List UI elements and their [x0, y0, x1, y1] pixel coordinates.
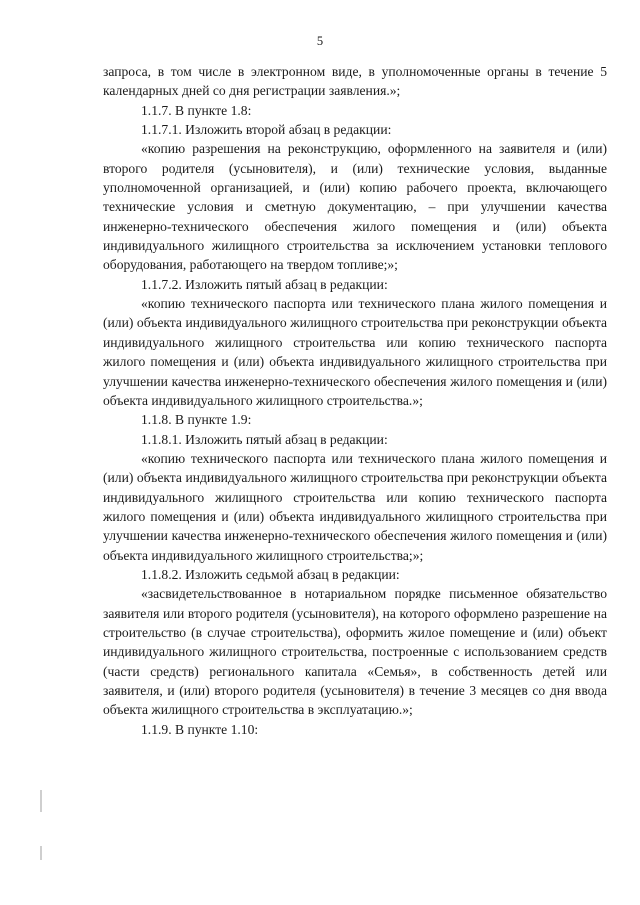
scan-edge-mark: [40, 846, 42, 860]
item-1-1-8-2-text: «засвидетельствованное в нотариальном порядке письменное обязательство заявителя или второго родителя (усыновителя), на которого оформлено разрешение на строительство (в случае строительства), оформить жилое помещение и (или) объект индивидуального жилищного строительства, построенные с использованием средств (части средств) регионального капитала «Семья», в собственность детей или заявителя, и (или) второго родителя (усыновителя) в течение 3 месяцев со дня ввода объекта жилищного строительства в эксплуатацию.»;: [103, 586, 607, 718]
item-1-1-8-1-text: «копию технического паспорта или технического плана жилого помещения и (или) объекта индивидуального жилищного строительства при реконструкции объекта индивидуального жилищного строительства или копию технического паспорта жилого помещения и (или) объекта индивидуального жилищного строительства при улучшении качества инженерно-технического обеспечения жилого помещения и (или) объекта индивидуального жилищного строительства;»;: [103, 450, 607, 563]
page-number: 5: [316, 34, 324, 48]
item-1-1-8-2-heading: 1.1.8.2. Изложить седьмой абзац в редакции:: [141, 566, 400, 582]
item-1-1-7-2-heading: 1.1.7.2. Изложить пятый абзац в редакции:: [141, 276, 388, 292]
item-1-1-9-heading: 1.1.9. В пункте 1.10:: [141, 721, 259, 737]
item-1-1-8-1-heading: 1.1.8.1. Изложить пятый абзац в редакции:: [141, 431, 388, 447]
document-body: [103, 62, 607, 739]
item-1-1-7-1-heading: 1.1.7.1. Изложить второй абзац в редакции:: [141, 122, 392, 138]
item-1-1-7-1-text: «копию разрешения на реконструкцию, оформленного на заявителя и (или) второго родителя (усыновителя), и (или) технические условия, выданные уполномоченной организацией, и (или) копию рабочего проекта, включающего технические условия и сметную документацию, – при улучшении качества инженерно-технического обеспечения жилого помещения и (или) объекта индивидуального жилищного строительства за исключением установки теплового оборудования, работающего на твердом топливе;»;: [103, 141, 607, 273]
item-1-1-8-heading: 1.1.8. В пункте 1.9:: [141, 412, 252, 428]
paragraph-continuation: запроса, в том числе в электронном виде, в уполномоченные органы в течение 5 календарных дней со дня регистрации заявления.»;: [103, 64, 607, 99]
item-1-1-7-2-text: «копию технического паспорта или технического плана жилого помещения и (или) объекта индивидуального жилищного строительства при реконструкции объекта индивидуального жилищного строительства или копию технического паспорта жилого помещения и (или) объекта индивидуального жилищного строительства при улучшении качества инженерно-технического обеспечения жилого помещения и (или) объекта индивидуального жилищного строительства.»;: [103, 296, 607, 408]
item-1-1-7-heading: 1.1.7. В пункте 1.8:: [141, 102, 252, 118]
scan-edge-mark: [40, 790, 42, 812]
